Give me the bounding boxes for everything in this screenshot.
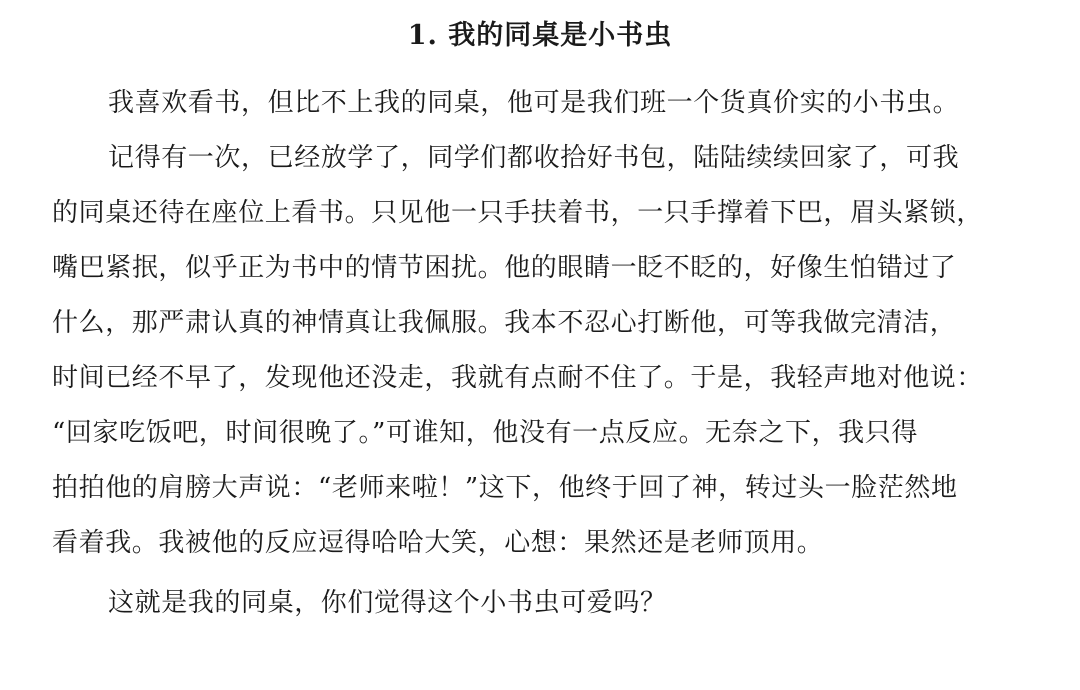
document-title: 1. 我的同桌是小书虫 xyxy=(407,20,673,51)
paragraph-1-line-1: 我喜欢看书，但比不上我的同桌，他可是我们班一个货真价实的小书虫。 xyxy=(108,88,960,118)
paragraph-2-line-1: 记得有一次，已经放学了，同学们都收拾好书包，陆陆续续回家了，可我 xyxy=(108,143,960,173)
paragraph-3-line-1: 这就是我的同桌，你们觉得这个小书虫可爱吗？ xyxy=(108,588,667,618)
paragraph-2-line-6: “回家吃饭吧，时间很晚了。”可谁知，他没有一点反应。无奈之下，我只得 xyxy=(52,418,918,448)
paragraph-2-line-5: 时间已经不早了，发现他还没走，我就有点耐不住了。于是，我轻声地对他说： xyxy=(52,363,984,393)
paragraph-2-line-4: 什么，那严肃认真的神情真让我佩服。我本不忍心打断他，可等我做完清洁， xyxy=(52,308,957,338)
paragraph-2-line-8: 看着我。我被他的反应逗得哈哈大笑，心想：果然还是老师顶用。 xyxy=(52,528,824,558)
paragraph-2-line-3: 嘴巴紧抿，似乎正为书中的情节困扰。他的眼睛一眨不眨的，好像生怕错过了 xyxy=(52,253,957,283)
paragraph-2-line-2: 的同桌还待在座位上看书。只见他一只手扶着书，一只手撑着下巴，眉头紧锁， xyxy=(52,198,984,228)
paragraph-2-line-7: 拍拍他的肩膀大声说：“老师来啦！”这下，他终于回了神，转过头一脸茫然地 xyxy=(52,473,958,503)
